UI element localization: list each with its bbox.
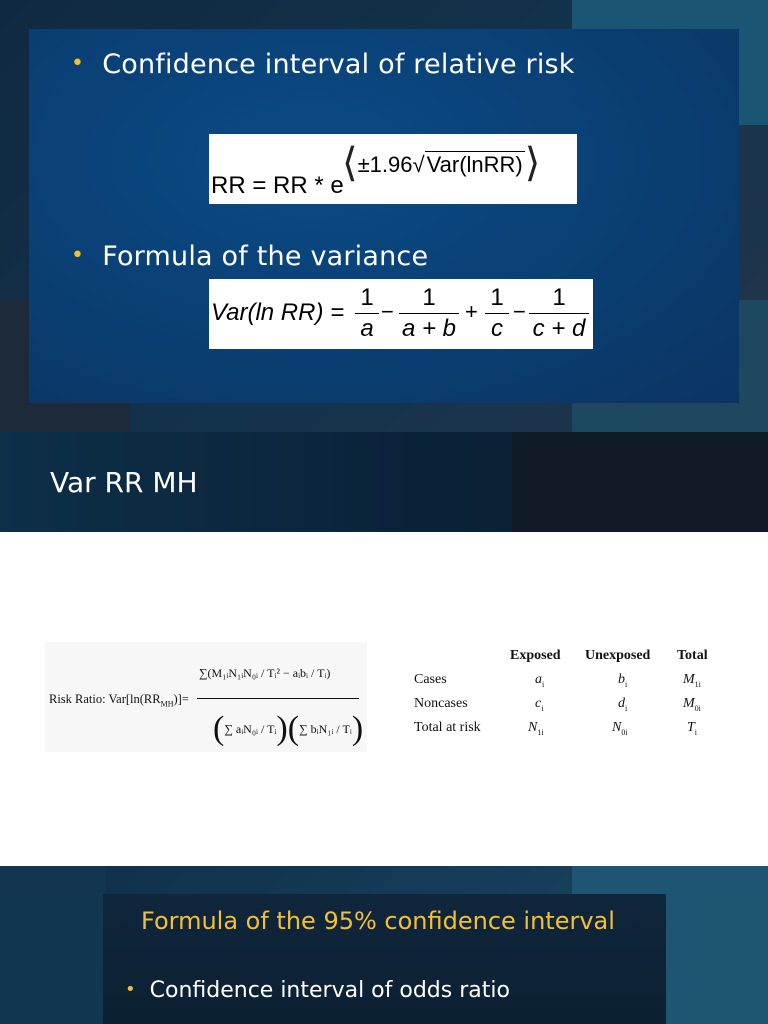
formula-lhs: Var(ln RR) =	[211, 299, 345, 326]
table-cell: $c_i$	[535, 696, 544, 713]
fraction-term: 1 c + d	[529, 283, 589, 344]
fraction-term: 1 c	[485, 283, 509, 344]
formula-lhs: RR = RR * e	[211, 172, 344, 199]
operator: −	[381, 299, 394, 324]
bullet-dot-icon: •	[71, 243, 85, 268]
formula-exponent: ⟨±1.96√Var(lnRR)⟩	[342, 141, 541, 185]
bullet-dot-icon: •	[71, 51, 85, 76]
bullet-text: Formula of the variance	[102, 241, 429, 272]
slide-content-panel	[29, 29, 739, 403]
decor-tile	[512, 432, 768, 532]
fraction-term: 1 a	[355, 283, 379, 344]
table-cell: $a_i$	[535, 672, 545, 689]
slide-content-panel	[103, 894, 666, 1024]
fraction-bar	[197, 698, 359, 699]
row-label: Total at risk	[414, 720, 481, 735]
table-header: Exposed	[510, 648, 561, 663]
row-label: Cases	[414, 672, 447, 687]
document-page	[0, 532, 768, 866]
bullet-ci-odds-ratio	[125, 978, 510, 1003]
table-header: Total	[677, 648, 708, 663]
slide-heading: Formula of the 95% confidence interval	[141, 907, 615, 935]
formula-numerator: ∑(M₁ᵢN₁ᵢN₀ᵢ / Tᵢ² − aᵢbᵢ / Tᵢ)	[199, 666, 331, 680]
operator: −	[513, 299, 526, 324]
slide-ci-odds-ratio	[0, 866, 768, 1024]
slide-var-rr-mh	[0, 432, 768, 532]
two-by-two-table	[410, 648, 720, 748]
fraction-term: 1 a + b	[399, 283, 459, 344]
operator: +	[465, 299, 478, 324]
table-header: Unexposed	[585, 648, 651, 663]
slide-ci-relative-risk	[0, 0, 768, 432]
table-cell: $N_{1i}$	[528, 720, 544, 737]
table-cell: $M_{0i}$	[683, 696, 701, 713]
bullet-variance	[71, 241, 428, 272]
formula-ci-rr	[209, 134, 577, 204]
decor-tile	[0, 866, 105, 1024]
table-cell: $b_i$	[618, 672, 628, 689]
exponent-factor: ±1.96	[357, 152, 413, 177]
table-cell: $N_{0i}$	[612, 720, 628, 737]
table-cell: $d_i$	[618, 696, 628, 713]
bullet-ci-relative-risk	[71, 49, 575, 80]
bullet-text: Confidence interval of odds ratio	[149, 978, 510, 1003]
table-cell: $M_{1i}$	[683, 672, 701, 689]
slide-title: Var RR MH	[50, 466, 198, 499]
formula-label: Risk Ratio: $Var[\ln(RR_{MH})]=$	[49, 692, 189, 709]
row-label: Noncases	[414, 696, 468, 711]
bullet-text: Confidence interval of relative risk	[102, 49, 575, 80]
table-cell: $T_i$	[687, 720, 698, 737]
formula-variance	[209, 279, 593, 349]
sqrt-argument: Var(lnRR)	[426, 152, 523, 177]
formula-denominator: (∑ aᵢN₀ᵢ / Tᵢ)(∑ bᵢN₁ᵢ / Tᵢ)	[213, 710, 364, 747]
bullet-dot-icon: •	[125, 979, 136, 1000]
mh-variance-formula	[45, 642, 367, 752]
